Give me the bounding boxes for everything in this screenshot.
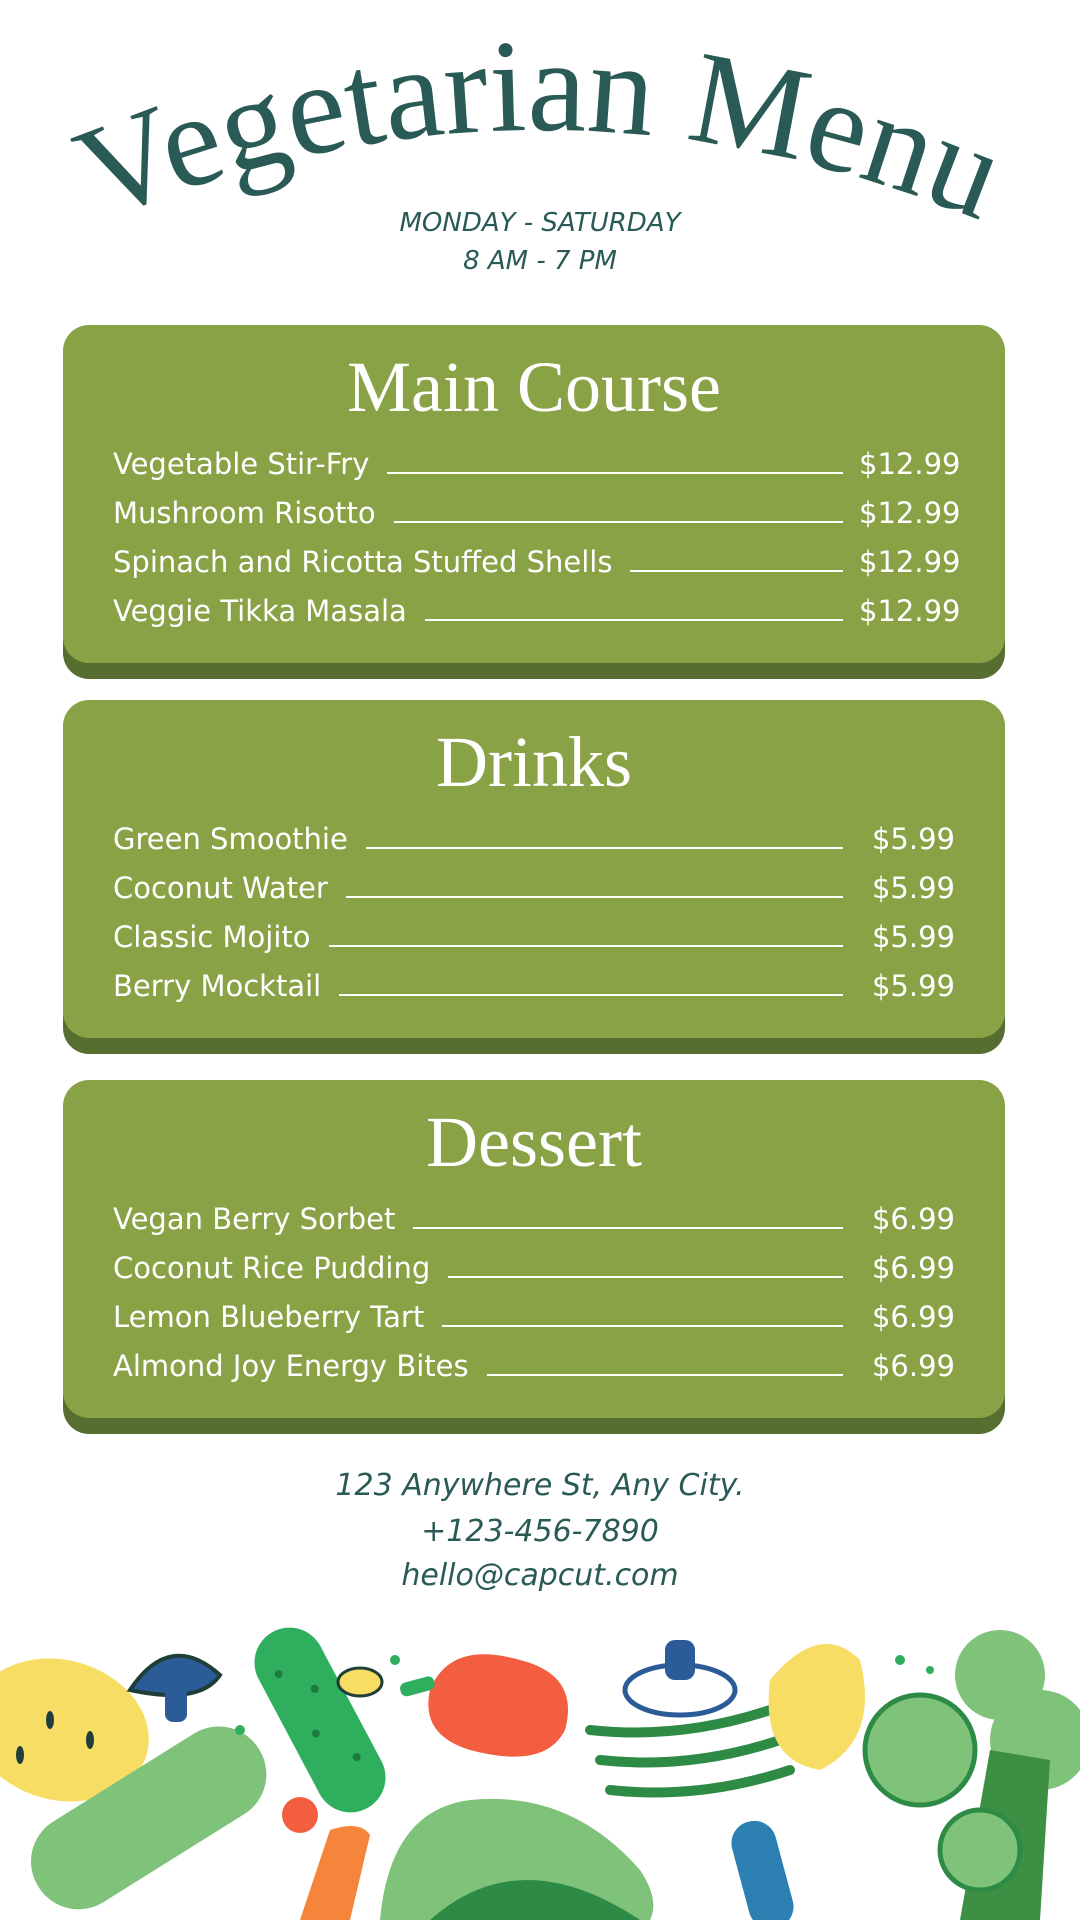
lemon-icon — [338, 1668, 382, 1696]
vegetable-illustration — [0, 1620, 1080, 1920]
item-price: $12.99 — [859, 544, 961, 579]
pepper-icon — [399, 1654, 568, 1756]
item-price: $5.99 — [871, 821, 955, 856]
item-price: $6.99 — [871, 1299, 955, 1334]
leader-line — [630, 570, 843, 572]
item-price: $12.99 — [859, 495, 961, 530]
mushroom-icon — [130, 1656, 220, 1722]
leader-line — [329, 945, 843, 947]
carrot-icon — [300, 1826, 370, 1920]
radish-icon — [282, 1797, 318, 1833]
menu-item — [113, 488, 961, 537]
item-price: $6.99 — [871, 1250, 955, 1285]
item-price: $5.99 — [871, 919, 955, 954]
menu-item — [113, 1243, 955, 1292]
item-price: $12.99 — [859, 446, 961, 481]
contact-address: 123 Anywhere St, Any City. — [335, 1468, 745, 1503]
leader-line — [387, 472, 843, 474]
contact-phone: +123-456-7890 — [421, 1514, 659, 1549]
open-days: MONDAY - SATURDAY — [399, 208, 681, 238]
item-price: $5.99 — [871, 870, 955, 905]
squash-icon — [769, 1644, 865, 1770]
item-name: Berry Mocktail — [113, 968, 322, 1003]
leader-line — [346, 896, 843, 898]
leader-line — [448, 1276, 843, 1278]
item-price: $6.99 — [871, 1201, 955, 1236]
leader-line — [366, 847, 843, 849]
menu-item — [113, 537, 961, 586]
item-name: Classic Mojito — [113, 919, 311, 954]
menu-item — [113, 814, 955, 863]
item-price: $12.99 — [859, 593, 961, 628]
item-name: Coconut Rice Pudding — [113, 1250, 431, 1285]
section-title: Drinks — [436, 722, 632, 802]
menu-item — [113, 1292, 955, 1341]
leader-line — [487, 1374, 843, 1376]
mushroom-icon — [625, 1640, 735, 1715]
leader-line — [339, 994, 843, 996]
item-name: Vegan Berry Sorbet — [113, 1201, 396, 1236]
section-title: Main Course — [347, 347, 721, 427]
leader-line — [413, 1227, 843, 1229]
section-drinks — [63, 700, 1005, 1038]
open-hours: 8 AM - 7 PM — [463, 246, 617, 276]
menu-item — [113, 586, 961, 635]
item-price: $6.99 — [871, 1348, 955, 1383]
section-dessert — [63, 1080, 1005, 1418]
item-name: Mushroom Risotto — [113, 495, 376, 530]
menu-item — [113, 912, 955, 961]
leader-line — [442, 1325, 843, 1327]
item-name: Coconut Water — [113, 870, 328, 905]
menu-item — [113, 439, 961, 488]
item-name: Veggie Tikka Masala — [113, 593, 407, 628]
item-name: Lemon Blueberry Tart — [113, 1299, 425, 1334]
leader-line — [425, 619, 843, 621]
broccoli-icon — [865, 1630, 1080, 1920]
eggplant-icon — [727, 1816, 799, 1920]
leader-line — [394, 521, 843, 523]
menu-title-text: Vegetarian Menu — [57, 40, 1023, 248]
item-price: $5.99 — [871, 968, 955, 1003]
cucumber-icon — [242, 1620, 398, 1825]
item-name: Green Smoothie — [113, 821, 348, 856]
menu-item — [113, 1194, 955, 1243]
menu-item — [113, 1341, 955, 1390]
scallion-icon — [590, 1710, 790, 1793]
item-name: Vegetable Stir-Fry — [113, 446, 370, 481]
item-name: Almond Joy Energy Bites — [113, 1348, 469, 1383]
contact-email: hello@capcut.com — [401, 1558, 679, 1593]
menu-item — [113, 961, 955, 1010]
section-main-course — [63, 325, 1005, 663]
item-name: Spinach and Ricotta Stuffed Shells — [113, 544, 613, 579]
menu-item — [113, 863, 955, 912]
section-title: Dessert — [426, 1102, 642, 1182]
